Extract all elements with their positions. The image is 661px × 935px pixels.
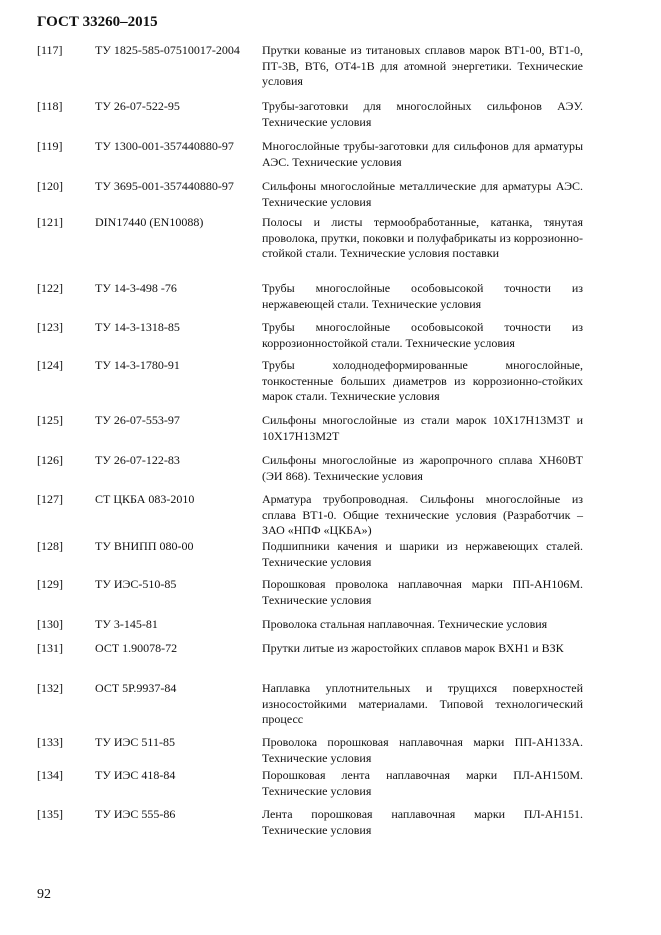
page-number: 92: [37, 887, 51, 902]
reference-title: Трубы-заготовки для многослойных сильфонов АЭУ. Технические условия: [262, 99, 583, 129]
reference-title: Прутки литые из жаростойких сплавов марок ВХН1 и ВЗК: [262, 641, 564, 655]
reference-title: Подшипники качения и шарики из нержавеющих сталей. Технические условия: [262, 539, 583, 569]
reference-code: ОСТ 5Р.9937-84: [95, 681, 177, 695]
reference-code: ТУ 14-3-498 -76: [95, 281, 177, 295]
reference-code: СТ ЦКБА 083-2010: [95, 492, 195, 506]
reference-code: ТУ 26-07-522-95: [95, 99, 180, 113]
reference-number: [129]: [37, 577, 63, 591]
reference-title: Проволока стальная наплавочная. Технические условия: [262, 617, 548, 631]
reference-title: Наплавка уплотнительных и трущихся поверхностей износостойкими материалами. Типовой технологический процесс: [262, 681, 583, 726]
reference-code: ТУ 14-3-1318-85: [95, 320, 180, 334]
reference-title: Арматура трубопроводная. Сильфоны многослойные из сплава ВТ1-0. Общие технические условия (Разработчик – ЗАО «НПФ «ЦКБА»): [262, 492, 583, 537]
reference-title: Трубы холоднодеформированные многослойные, тонкостенные больших диаметров из коррозионно-стойких марок стали. Технические условия: [262, 358, 583, 403]
reference-number: [119]: [37, 139, 63, 153]
reference-number: [124]: [37, 358, 63, 372]
reference-code: ТУ ИЭС-510-85: [95, 577, 177, 591]
reference-code: ТУ 26-07-553-97: [95, 413, 180, 427]
reference-number: [135]: [37, 807, 63, 821]
reference-title: Трубы многослойные особовысокой точности из коррозионностойкой стали. Технические условия: [262, 320, 583, 350]
reference-title: Сильфоны многослойные из стали марок 10Х17Н13М3Т и 10Х17Н13М2Т: [262, 413, 583, 443]
reference-number: [130]: [37, 617, 63, 631]
reference-title: Лента порошковая наплавочная марки ПЛ-АН151. Технические условия: [262, 807, 583, 837]
reference-title: Многослойные трубы-заготовки для сильфонов для арматуры АЭС. Технические условия: [262, 139, 583, 169]
reference-code: ТУ 3695-001-357440880-97: [95, 179, 234, 193]
reference-code: ТУ 14-3-1780-91: [95, 358, 180, 372]
reference-title: Трубы многослойные особовысокой точности из нержавеющей стали. Технические условия: [262, 281, 583, 311]
reference-code: ТУ ВНИПП 080-00: [95, 539, 194, 553]
reference-code: ОСТ 1.90078-72: [95, 641, 178, 655]
reference-code: DIN17440 (EN10088): [95, 215, 204, 229]
reference-code: ТУ ИЭС 418-84: [95, 768, 176, 782]
reference-title: Полосы и листы термообработанные, катанка, тянутая проволока, прутки, поковки и полуфабрикаты из коррозионно-стойкой стали. Технические условия поставки: [262, 215, 583, 260]
reference-code: ТУ 1300-001-357440880-97: [95, 139, 234, 153]
reference-number: [131]: [37, 641, 63, 655]
reference-title: Проволока порошковая наплавочная марки ПП-АН133А. Технические условия: [262, 735, 583, 765]
reference-number: [133]: [37, 735, 63, 749]
reference-number: [123]: [37, 320, 63, 334]
reference-number: [132]: [37, 681, 63, 695]
reference-code: ТУ ИЭС 555-86: [95, 807, 176, 821]
reference-number: [118]: [37, 99, 63, 113]
reference-number: [126]: [37, 453, 63, 467]
reference-number: [117]: [37, 43, 63, 57]
reference-number: [127]: [37, 492, 63, 506]
reference-code: ТУ ИЭС 511-85: [95, 735, 175, 749]
reference-title: Сильфоны многослойные металлические для арматуры АЭС. Технические условия: [262, 179, 583, 209]
reference-code: ТУ 3-145-81: [95, 617, 158, 631]
document-header: ГОСТ 33260–2015: [37, 14, 158, 30]
reference-number: [122]: [37, 281, 63, 295]
reference-number: [128]: [37, 539, 63, 553]
reference-number: [134]: [37, 768, 63, 782]
reference-code: ТУ 26-07-122-83: [95, 453, 180, 467]
reference-number: [121]: [37, 215, 63, 229]
reference-code: ТУ 1825-585-07510017-2004: [95, 43, 240, 57]
reference-title: Сильфоны многослойные из жаропрочного сплава ХН60ВТ (ЭИ 868). Технические условия: [262, 453, 583, 483]
reference-number: [125]: [37, 413, 63, 427]
reference-title: Порошковая проволока наплавочная марки ПП-АН106М. Технические условия: [262, 577, 583, 607]
reference-number: [120]: [37, 179, 63, 193]
reference-title: Прутки кованые из титановых сплавов марок ВТ1-00, ВТ1-0, ПТ-3В, ВТ6, ОТ4-1В для атомной энергетики. Технические условия: [262, 43, 583, 88]
reference-title: Порошковая лента наплавочная марки ПЛ-АН150М. Технические условия: [262, 768, 583, 798]
